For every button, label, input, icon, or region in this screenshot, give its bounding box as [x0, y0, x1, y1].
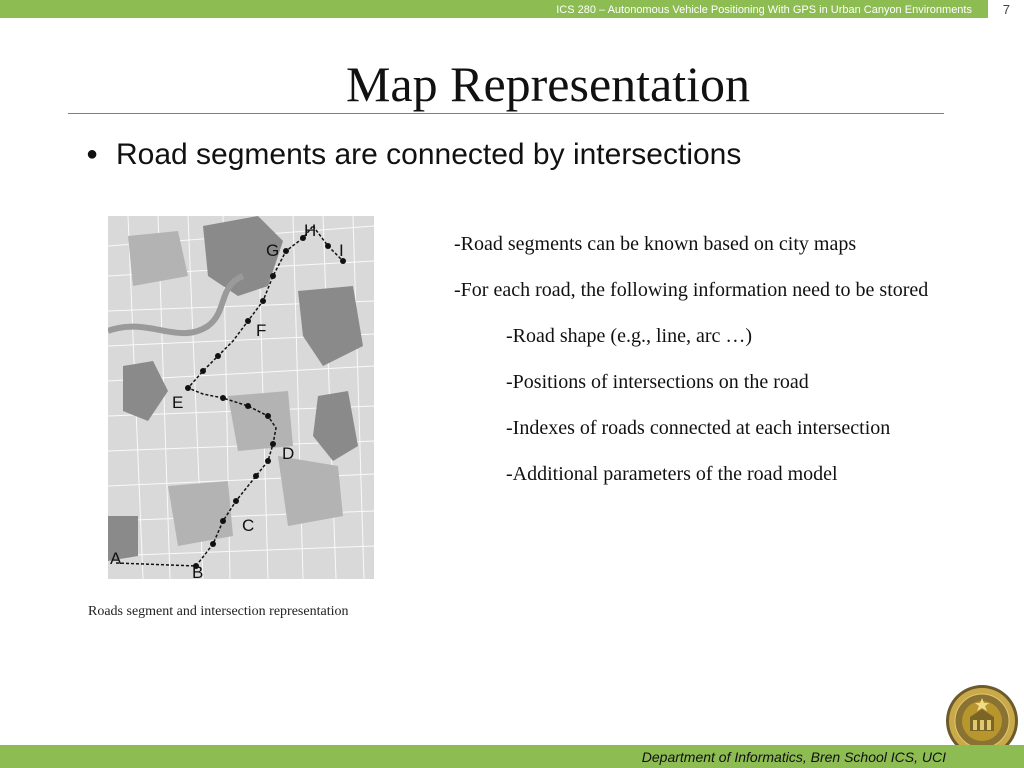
course-title: ICS 280 – Autonomous Vehicle Positioning With GPS in Urban Canyon Environments — [556, 4, 972, 16]
note-sub-item: -Indexes of roads connected at each intersection — [506, 417, 891, 439]
city-map-figure — [108, 216, 374, 579]
note-item: -Road segments can be known based on city maps — [454, 233, 857, 255]
notes-block — [454, 229, 964, 505]
department-label: Department of Informatics, Bren School ICS, UCI — [641, 749, 946, 765]
main-bullet-text: Road segments are connected by intersections — [116, 138, 742, 171]
intersection-label-d: D — [282, 444, 295, 463]
intersection-label-h: H — [304, 221, 317, 240]
intersection-label-a: A — [110, 549, 122, 568]
header-bar — [0, 0, 1024, 18]
slide-title: Map Representation — [345, 56, 751, 112]
note-sub-item: -Additional parameters of the road model — [506, 463, 838, 485]
footer-bar — [0, 745, 1024, 768]
main-bullet — [86, 138, 741, 172]
page-number: 7 — [1002, 2, 1010, 17]
intersection-label-e: E — [172, 393, 184, 412]
intersection-label-c: C — [242, 516, 255, 535]
intersection-label-b: B — [192, 563, 204, 579]
figure-caption: Roads segment and intersection representation — [88, 604, 349, 619]
note-item: -For each road, the following information need to be stored — [454, 279, 929, 301]
intersection-label-f: F — [256, 321, 267, 340]
title-divider — [68, 113, 944, 114]
bullet-dot: ● — [86, 143, 99, 165]
intersection-label-g: G — [266, 241, 280, 260]
note-sub-item: -Road shape (e.g., line, arc …) — [506, 325, 753, 347]
intersection-label-i: I — [339, 241, 344, 260]
note-sub-item: -Positions of intersections on the road — [506, 371, 809, 393]
